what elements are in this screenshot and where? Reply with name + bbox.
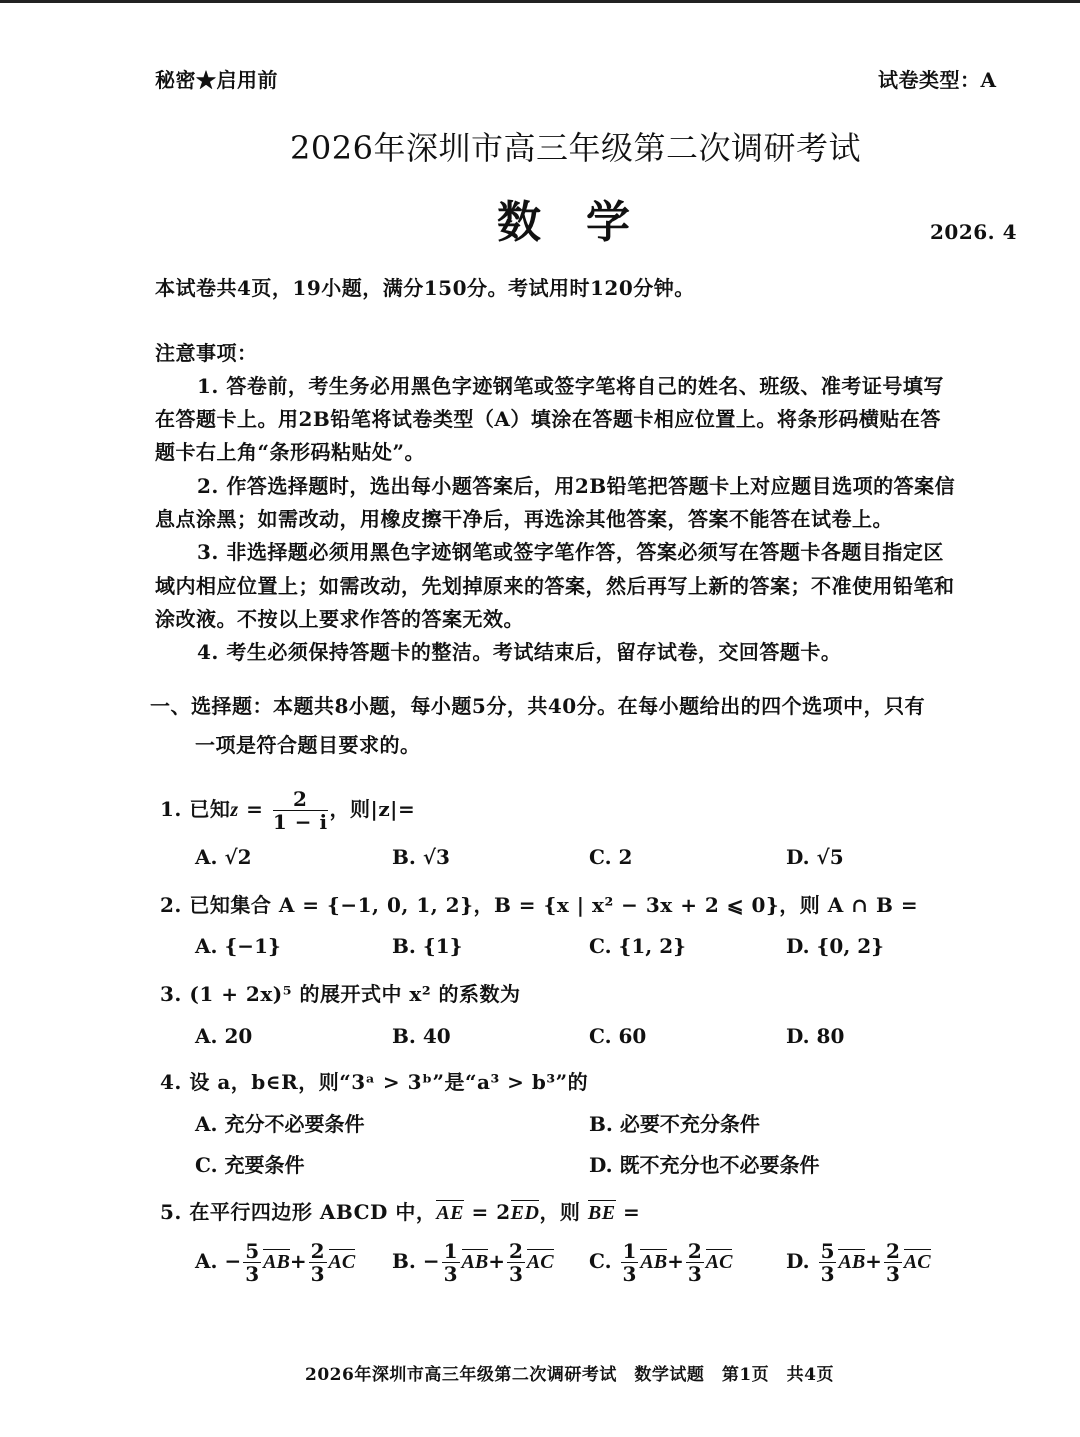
question-5: 5. 在平行四边形 ABCD 中，AE = 2ED，则 BE =: [160, 1200, 641, 1224]
option-b: B. 必要不充分条件: [589, 1112, 760, 1136]
note-line: 1. 答卷前，考生务必用黑色字迹钢笔或签字笔将自己的姓名、班级、准考证号填写: [197, 374, 944, 398]
option-d: D. 既不充分也不必要条件: [589, 1153, 820, 1177]
fraction: $\frac{2}{1 - i}$: [272, 787, 328, 834]
subject-title: 数 学: [497, 197, 631, 248]
option-c: C. 充要条件: [195, 1153, 305, 1177]
question-4: 4. 设 a，b∈R，则“3ᵃ > 3ᵇ”是“a³ > b³”的: [160, 1070, 589, 1094]
option-b: B. {1}: [392, 934, 463, 958]
option-d: D. $\frac{5}{3}$ AB+ $\frac{2}{3}$ AC: [786, 1239, 931, 1286]
exam-title: 2026年深圳市高三年级第二次调研考试: [290, 129, 861, 167]
note-line: 涂改液。不按以上要求作答的答案无效。: [155, 607, 524, 631]
question-3: 3. (1 + 2x)⁵ 的展开式中 x² 的系数为: [160, 982, 521, 1006]
section-heading-cont: 一项是符合题目要求的。: [195, 733, 421, 757]
confidential-label: 秘密★启用前: [155, 68, 278, 92]
option-a: A. 充分不必要条件: [195, 1112, 365, 1136]
option-d: D. √5: [786, 845, 844, 869]
question-1: 1. 已知z = $\frac{2}{1 - i}$ ，则|z|=: [160, 787, 416, 834]
option-d: D. 80: [786, 1024, 845, 1048]
paper-type-label: 试卷类型：A: [878, 68, 997, 92]
note-line: 域内相应位置上；如需改动，先划掉原来的答案，然后再写上新的答案；不准使用铅笔和: [155, 574, 955, 598]
note-line: 2. 作答选择题时，选出每小题答案后，用2B铅笔把答题卡上对应题目选项的答案信: [197, 474, 956, 498]
intro-text: 本试卷共4页，19小题，满分150分。考试用时120分钟。: [155, 276, 695, 300]
page-footer: 2026年深圳市高三年级第二次调研考试 数学试题 第1页 共4页: [305, 1365, 834, 1385]
section-heading: 一、选择题：本题共8小题，每小题5分，共40分。在每小题给出的四个选项中，只有: [150, 694, 926, 718]
note-line: 息点涂黑；如需改动，用橡皮擦干净后，再选涂其他答案，答案不能答在试卷上。: [155, 507, 893, 531]
option-b: B. √3: [392, 845, 450, 869]
question-2: 2. 已知集合 A = {−1, 0, 1, 2}，B = {x | x² − 3x + 2 ⩽ 0}，则 A ∩ B =: [160, 893, 919, 917]
notes-heading: 注意事项：: [155, 341, 258, 365]
note-line: 题卡右上角“条形码粘贴处”。: [155, 440, 426, 464]
note-line: 在答题卡上。用2B铅笔将试卷类型（A）填涂在答题卡相应位置上。将条形码横贴在答: [155, 407, 941, 431]
option-d: D. {0, 2}: [786, 934, 885, 958]
top-edge: [0, 0, 1080, 3]
option-a: A. {−1}: [195, 934, 281, 958]
option-b: B. 40: [392, 1024, 451, 1048]
option-c: C. 60: [589, 1024, 647, 1048]
option-a: A. − $\frac{5}{3}$ AB+ $\frac{2}{3}$ AC: [195, 1239, 356, 1286]
option-b: B. − $\frac{1}{3}$ AB+ $\frac{2}{3}$ AC: [392, 1239, 554, 1286]
option-c: C. 2: [589, 845, 633, 869]
note-line: 4. 考生必须保持答题卡的整洁。考试结束后，留存试卷，交回答题卡。: [197, 640, 842, 664]
exam-date: 2026. 4: [930, 220, 1018, 244]
option-c: C. $\frac{1}{3}$ AB+ $\frac{2}{3}$ AC: [589, 1239, 733, 1286]
note-line: 3. 非选择题必须用黑色字迹钢笔或签字笔作答，答案必须写在答题卡各题目指定区: [197, 540, 944, 564]
option-a: A. √2: [195, 845, 252, 869]
option-c: C. {1, 2}: [589, 934, 686, 958]
option-a: A. 20: [195, 1024, 253, 1048]
